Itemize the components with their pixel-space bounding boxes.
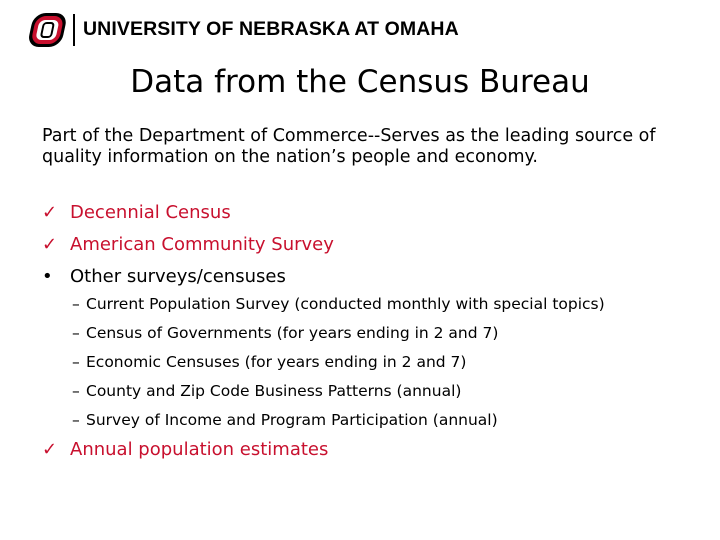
checkmark-icon: ✓ (42, 234, 58, 255)
org-name: UNIVERSITY OF NEBRASKA AT OMAHA (83, 18, 459, 40)
list-item-label: Annual population estimates (70, 439, 329, 460)
logo-divider (73, 14, 75, 46)
sub-list-item (72, 406, 712, 435)
sub-list-item-label: County and Zip Code Business Patterns (annual) (86, 382, 462, 400)
sub-list-item (72, 290, 712, 319)
list-item-label: Decennial Census (70, 202, 231, 223)
list-item (42, 197, 702, 229)
sub-list (72, 290, 712, 435)
list-item (42, 229, 702, 261)
list-item-label: Other surveys/censuses (70, 266, 286, 287)
dash-icon: – (72, 324, 80, 342)
sub-list-item-label: Current Population Survey (conducted monthly with special topics) (86, 295, 605, 313)
checkmark-icon: ✓ (42, 439, 58, 460)
dash-icon: – (72, 353, 80, 371)
list-item (42, 261, 702, 293)
dash-icon: – (72, 382, 80, 400)
sub-list-item (72, 348, 712, 377)
bullet-list (42, 197, 702, 293)
intro-paragraph: Part of the Department of Commerce--Serves as the leading source of quality information on the nation’s people and economy. (42, 126, 656, 167)
final-list (42, 434, 702, 466)
university-o-logo-icon (28, 13, 66, 47)
sub-list-item-label: Economic Censuses (for years ending in 2 and 7) (86, 353, 467, 371)
header-bar (0, 0, 720, 60)
slide-title: Data from the Census Bureau (130, 64, 590, 100)
sub-list-item-label: Survey of Income and Program Participation (annual) (86, 411, 498, 429)
checkmark-icon: ✓ (42, 202, 58, 223)
dash-icon: – (72, 295, 80, 313)
bullet-icon: • (42, 266, 53, 287)
sub-list-item-label: Census of Governments (for years ending in 2 and 7) (86, 324, 499, 342)
sub-list-item (72, 319, 712, 348)
sub-list-item (72, 377, 712, 406)
list-item (42, 434, 702, 466)
list-item-label: American Community Survey (70, 234, 334, 255)
dash-icon: – (72, 411, 80, 429)
